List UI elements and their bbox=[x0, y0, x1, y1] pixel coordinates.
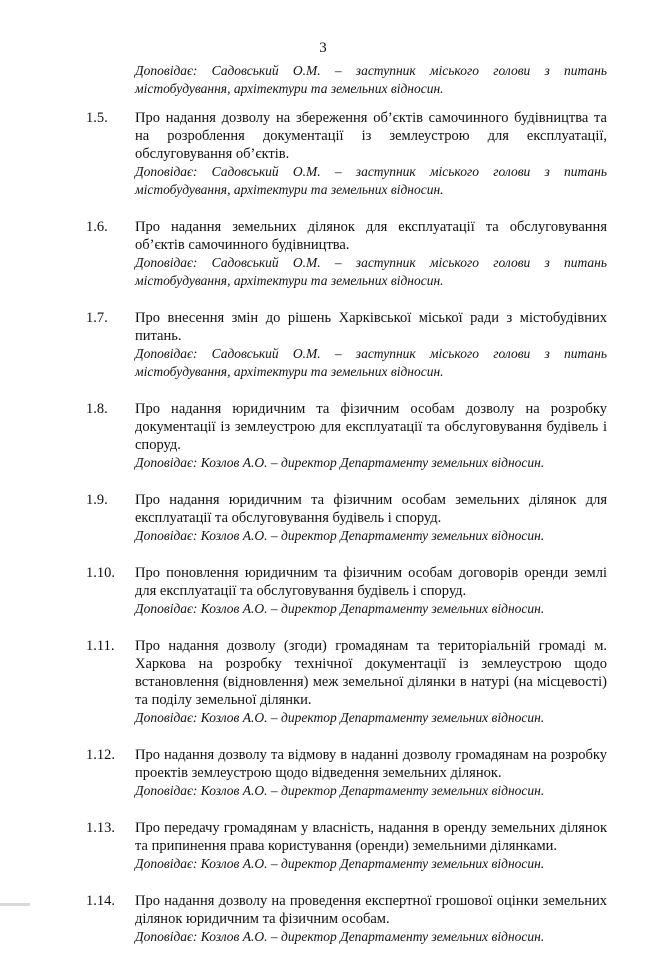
speaker-line: Доповідає: Садовський О.М. – заступник міського голови з питань містобудування, архітектури та земельних відносин. bbox=[135, 63, 607, 96]
speaker-line: Доповідає: Козлов А.О. – директор Департаменту земельних відносин. bbox=[135, 601, 545, 616]
agenda-item bbox=[0, 309, 646, 381]
item-title: Про надання юридичним та фізичним особам дозволу на розробку документації із землеустрою для експлуатації та обслуговування будівель і споруд. bbox=[135, 401, 607, 453]
agenda-item bbox=[0, 564, 646, 618]
item-title: Про внесення змін до рішень Харківської міської ради з містобудівних питань. bbox=[135, 310, 607, 344]
speaker-line: Доповідає: Садовський О.М. – заступник міського голови з питань містобудування, архітектури та земельних відносин. bbox=[135, 255, 607, 288]
item-number: 1.14. bbox=[86, 893, 115, 909]
item-title: Про надання дозволу на проведення експертної грошової оцінки земельних ділянок юридичним та фізичним особам. bbox=[135, 893, 607, 927]
item-title: Про надання юридичним та фізичним особам земельних ділянок для експлуатації та обслуговування будівель і споруд. bbox=[135, 492, 607, 526]
speaker-line: Доповідає: Козлов А.О. – директор Департаменту земельних відносин. bbox=[135, 783, 545, 798]
item-title: Про передачу громадянам у власність, надання в оренду земельних ділянок та припинення права користування (оренди) земельними ділянками. bbox=[135, 820, 607, 854]
speaker-line: Доповідає: Садовський О.М. – заступник міського голови з питань містобудування, архітектури та земельних відносин. bbox=[135, 346, 607, 379]
item-number: 1.12. bbox=[86, 747, 115, 763]
agenda-item bbox=[0, 746, 646, 800]
item-number: 1.7. bbox=[86, 310, 108, 326]
agenda-item bbox=[0, 109, 646, 199]
speaker-line: Доповідає: Садовський О.М. – заступник міського голови з питань містобудування, архітектури та земельних відносин. bbox=[135, 164, 607, 197]
item-number: 1.6. bbox=[86, 219, 108, 235]
speaker-line: Доповідає: Козлов А.О. – директор Департаменту земельних відносин. bbox=[135, 856, 545, 871]
speaker-line: Доповідає: Козлов А.О. – директор Департаменту земельних відносин. bbox=[135, 455, 545, 470]
agenda-item bbox=[0, 400, 646, 472]
page-number: 3 bbox=[319, 40, 327, 56]
item-title: Про надання дозволу та відмову в наданні дозволу громадянам на розробку проектів землеустрою щодо відведення земельних ділянок. bbox=[135, 747, 607, 781]
agenda-item bbox=[0, 491, 646, 545]
item-title: Про надання дозволу (згоди) громадянам та територіальній громаді м. Харкова на розробку технічної документації із землеустрою щодо встановлення (відновлення) меж земельної ділянки в натурі (на місцевості) та поділу земельної ділянки. bbox=[135, 638, 607, 708]
item-number: 1.5. bbox=[86, 110, 108, 126]
item-title: Про надання дозволу на збереження об’єктів самочинного будівництва та на розроблення документації із землеустрою для експлуатації, обслуговування об’єктів. bbox=[135, 110, 607, 162]
item-number: 1.11. bbox=[86, 638, 115, 654]
speaker-line: Доповідає: Козлов А.О. – директор Департаменту земельних відносин. bbox=[135, 528, 545, 543]
agenda-item bbox=[0, 218, 646, 290]
agenda-list bbox=[0, 109, 646, 965]
item-number: 1.8. bbox=[86, 401, 108, 417]
item-title: Про поновлення юридичним та фізичним особам договорів оренди землі для експлуатації та обслуговування будівель і споруд. bbox=[135, 565, 607, 599]
item-title: Про надання земельних ділянок для експлуатації та обслуговування об’єктів самочинного будівництва. bbox=[135, 219, 607, 253]
agenda-item bbox=[0, 819, 646, 873]
speaker-line: Доповідає: Козлов А.О. – директор Департаменту земельних відносин. bbox=[135, 929, 545, 944]
speaker-line: Доповідає: Козлов А.О. – директор Департаменту земельних відносин. bbox=[135, 710, 545, 725]
item-number: 1.9. bbox=[86, 492, 108, 508]
agenda-item bbox=[0, 637, 646, 727]
item-number: 1.13. bbox=[86, 820, 115, 836]
agenda-item bbox=[0, 892, 646, 946]
item-number: 1.10. bbox=[86, 565, 115, 581]
